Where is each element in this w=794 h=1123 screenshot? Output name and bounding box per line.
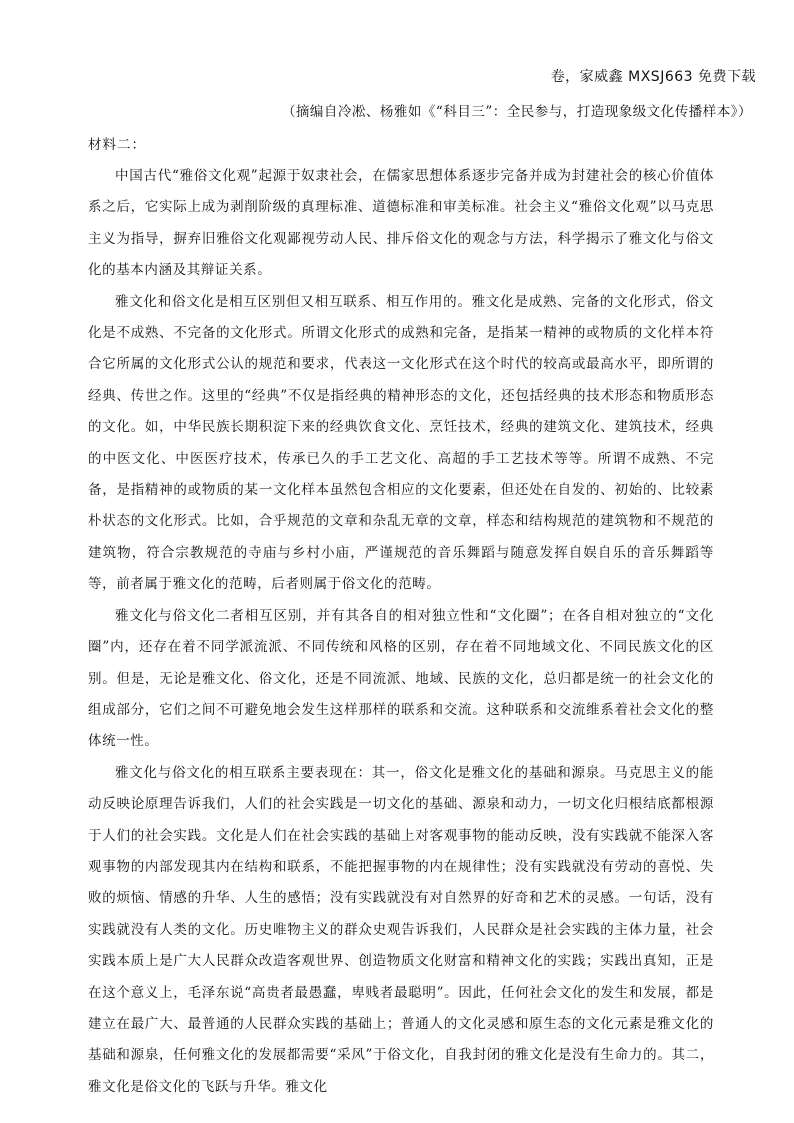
article-body: [88, 130, 714, 1103]
paragraph-3: 雅文化与俗文化二者相互区别，并有其各自的相对独立性和“文化圈”；在各自相对独立的“文化圈”内，还存在着不同学派流派、不同传统和风格的区别，存在着不同地域文化、不同民族文化的区别。但是，无论是雅文化、俗文化，还是不同流派、地域、民族的文化，总归都是统一的社会文化的组成部分，它们之间不可避免地会发生这样那样的联系和交流。这种联系和交流维系着社会文化的整体统一性。: [88, 607, 714, 750]
source-citation: （摘编自冷凇、杨雅如《“科目三”：全民参与，打造现象级文化传播样本》）: [281, 104, 752, 120]
paragraph-1: 中国古代“雅俗文化观”起源于奴隶社会，在儒家思想体系逐步完备并成为封建社会的核心价值体系之后，它实际上成为剥削阶级的真理标准、道德标准和审美标准。社会主义“雅俗文化观”以马克思主义为指导，摒弃旧雅俗文化观鄙视劳动人民、排斥俗文化的观念与方法，科学揭示了雅文化与俗文化的基本内涵及其辩证关系。: [88, 168, 714, 279]
page-header-watermark: 卷，家威鑫 MXSJ663 免费下载: [550, 69, 756, 85]
section-label: 材料二：: [88, 137, 146, 153]
paragraph-2: 雅文化和俗文化是相互区别但又相互联系、相互作用的。雅文化是成熟、完备的文化形式，俗文化是不成熟、不完备的文化形式。所谓文化形式的成熟和完备，是指某一精神的或物质的文化样本符合它所属的文化形式公认的规范和要求，代表这一文化形式在这个时代的较高或最高水平，即所谓的经典、传世之作。这里的“经典”不仅是指经典的精神形态的文化，还包括经典的技术形态和物质形态的文化。如，中华民族长期积淀下来的经典饮食文化、烹饪技术，经典的建筑文化、建筑技术，经典的中医文化、中医医疗技术，传承已久的手工艺文化、高超的手工艺技术等等。所谓不成熟、不完备，是指精神的或物质的某一文化样本虽然包含相应的文化要素，但还处在自发的、初始的、比较素朴状态的文化形式。比如，合乎规范的文章和杂乱无章的文章，样态和结构规范的建筑物和不规范的建筑物，符合宗教规范的寺庙与乡村小庙，严谨规范的音乐舞蹈与随意发挥自娱自乐的音乐舞蹈等等，前者属于雅文化的范畴，后者则属于俗文化的范畴。: [88, 293, 714, 593]
paragraph-4: 雅文化与俗文化的相互联系主要表现在：其一，俗文化是雅文化的基础和源泉。马克思主义的能动反映论原理告诉我们，人们的社会实践是一切文化的基础、源泉和动力，一切文化归根结底都根源于人们的社会实践。文化是人们在社会实践的基础上对客观事物的能动反映，没有实践就不能深入客观事物的内部发现其内在结构和联系，不能把握事物的内在规律性；没有实践就没有劳动的喜悦、失败的烦恼、情感的升华、人生的感悟；没有实践就没有对自然界的好奇和艺术的灵感。一句话，没有实践就没有人类的文化。历史唯物主义的群众史观告诉我们，人民群众是社会实践的主体力量，社会实践本质上是广大人民群众改造客观世界、创造物质文化财富和精神文化的实践；实践出真知，正是在这个意义上，毛泽东说“高贵者最愚蠢，卑贱者最聪明”。因此，任何社会文化的发生和发展，都是建立在最广大、最普通的人民群众实践的基础上；普通人的文化灵感和原生态的文化元素是雅文化的基础和源泉，任何雅文化的发展都需要“采风”于俗文化，自我封闭的雅文化是没有生命力的。其二，雅文化是俗文化的飞跃与升华。雅文化: [88, 764, 714, 1095]
